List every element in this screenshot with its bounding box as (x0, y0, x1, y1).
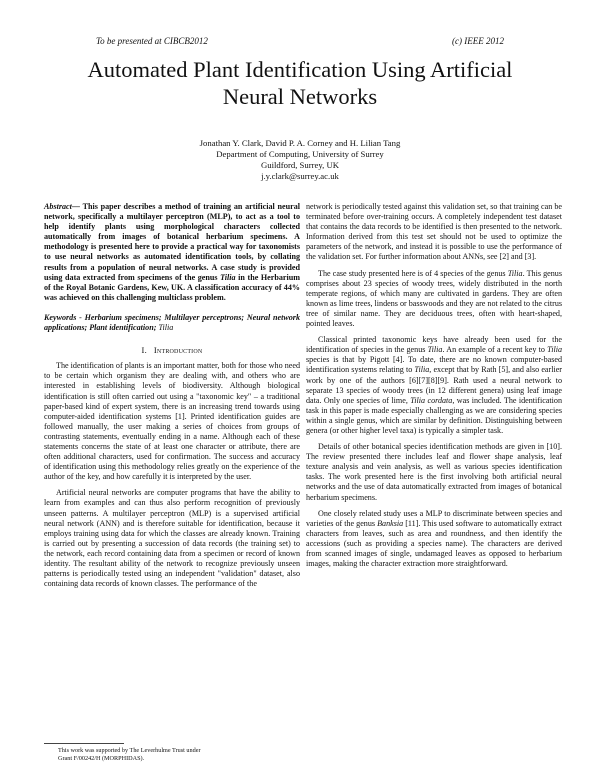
genus-italic: Banksia (377, 518, 404, 528)
paper-title (40, 56, 560, 110)
footnote (58, 747, 201, 763)
body-paragraph-case-study (306, 269, 562, 330)
author-names: Jonathan Y. Clark, David P. A. Corney and H. Lilian Tang (199, 138, 401, 148)
abstract-text: This paper describes a method of training an artificial neural network, specifically a multilayer perceptron (MLP), to act as a tool to help identify plants using morphological characters collected automatically from images of botanical herbarium specimens. A methodology is presented here to provide a practical way for taxonomists to use neural networks as automated identification tools, by collating results from a population of neural networks. A case study is provided using data extracted from specimens of the genus (44, 202, 300, 282)
text-run: species is that by Pigott [4]. To date, there are no known computer-based identification systems relating to (306, 355, 562, 375)
text-run: , except that by Rath [5], and also earlier work by one of the authors [6][7][8][9]. Rath used a neural network to separate 13 species of woody trees (in 12 different genera) using leaf image data. Only one species of lime, (306, 365, 562, 405)
intro-paragraph-1: The identification of plants is an important matter, both for those who need to be certain which organism they are dealing with, and others who are interested in establishing levels of biodiversity. Although biological identification is still often carried out using a "taxonomic key" – a traditional paper-based kind of expert system, there is an increasing trend towards using computer-aided identification systems [1]. Printed identification guides are followed manually, the user making a series of choices from groups of contrasting statements, eventually ending in a name. Although each of these statements concerns the state of at least one character or attribute, there are often additional characters, used for confirmation. The success and accuracy of identification using this methodology relies greatly on the experience of the author of the key, and how carefully it is interpreted by the user. (44, 361, 300, 482)
section-title: Introduction (153, 345, 203, 356)
footnote-divider (44, 743, 124, 744)
author-location: Guildford, Surrey, UK (260, 160, 340, 170)
left-column (44, 202, 300, 589)
text-run: One closely related study uses a MLP to discriminate between species and varieties of the genus (306, 508, 562, 528)
keywords-label: Keywords - (44, 312, 85, 322)
section-heading-introduction (44, 345, 300, 355)
keywords-text: Herbarium specimens; Multilayer perceptrons; Neural network applications; Plant identification; (44, 312, 300, 333)
body-paragraph-related (306, 509, 562, 570)
abstract (44, 202, 300, 303)
paper-title-line-2: Neural Networks (222, 84, 378, 109)
text-run: , was included. The identification task in this paper is made especially challenging as we are considering species within a single genus, which are similar by definition. Distinguishing between genera (or other higher level taxa) is typically a simpler task. (306, 395, 563, 435)
keywords (44, 313, 300, 333)
species-italic: Tilia cordata (410, 395, 453, 405)
body-paragraph-keys (306, 335, 562, 436)
author-department: Department of Computing, University of Surrey (216, 149, 384, 159)
running-header-right: (c) IEEE 2012 (452, 36, 504, 46)
intro-paragraph-2: Artificial neural networks are computer programs that have the ability to learn from examples and can thus also perform recognition of previously unseen patterns. A multilayer perceptron (MLP) is a supervised artificial neural network (ANN) and is therefore suitable for identification, because it employs training using data for which the classes are already known. Training is carried out by presenting a succession of data records (the training set) to the network, each record containing data from a specimen or record of known identity. The resultant ability of the network to recognize previously unseen patterns is periodically tested using an independent "validation" dataset, also containing data records of known classes. The performance of the (44, 488, 300, 589)
right-column (306, 202, 562, 569)
text-run: [11]. This used software to automatically extract characters from leaves, such as area and roundness, and then identify the accessions (such as providing a species name). The characters are derived from scanned images of single, undamaged leaves as opposed to herbarium images, making the character extraction more straightforward. (306, 518, 562, 569)
text-run: The case study presented here is of 4 species of the genus (318, 268, 508, 278)
author-block (100, 138, 500, 182)
footnote-line-1: This work was supported by The Leverhulme Trust under (58, 747, 201, 754)
keywords-tail: Tilia (158, 323, 174, 333)
abstract-genus: Tilia (220, 272, 236, 282)
paper-title-line-1: Automated Plant Identification Using Artificial (87, 57, 513, 82)
footnote-line-2: Grant F/00242/H (MORPHIDAS). (58, 755, 145, 762)
text-run: Classical printed taxonomic keys have already been used for the identification of species in the genus (306, 335, 562, 355)
abstract-label: Abstract— (44, 202, 80, 211)
text-run: . This genus comprises about 23 species of woody trees, widely distributed in the north temperate regions, of which many are cultivated in gardens. They are often known as lime trees, lindens or basswoods and they are not related to the citrus tree of similar name. They are deciduous trees, often with heart-shaped, pointed leaves. (306, 268, 563, 329)
genus-italic: Tilia (547, 345, 562, 355)
running-header-left: To be presented at CIBCB2012 (96, 36, 208, 46)
text-run: . An example of a recent key to (442, 345, 548, 355)
genus-italic: Tilia (507, 268, 523, 278)
body-paragraph-continued: network is periodically tested against this validation set, so that training can be terminated before over-training occurs. A completely independent test dataset that contains the data records to be identified is then presented to the network. Information derived from this test set should not be used to optimize the parameters of the network, and instead it is possible to use the performance of the validation set. For further information about ANNs, see [2] and [3]. (306, 202, 562, 262)
abstract-text-2: in the Herbarium of the Royal Botanic Gardens, Kew, UK. A classification accuracy of 44% was achieved on this challenging multiclass problem. (44, 272, 300, 302)
author-email: j.y.clark@surrey.ac.uk (261, 171, 339, 181)
body-paragraph-review: Details of other botanical species identification methods are given in [10]. The review presented there includes leaf and flower shape analysis, leaf texture analysis and vein analysis, as well as various species identification tasks. The work presented here is the first involving both artificial neural networks and the use of data automatically extracted from images of botanical herbarium specimens. (306, 442, 562, 502)
genus-italic: Tilia (414, 365, 430, 375)
genus-italic: Tilia (427, 345, 443, 355)
section-number: I. (141, 345, 147, 356)
